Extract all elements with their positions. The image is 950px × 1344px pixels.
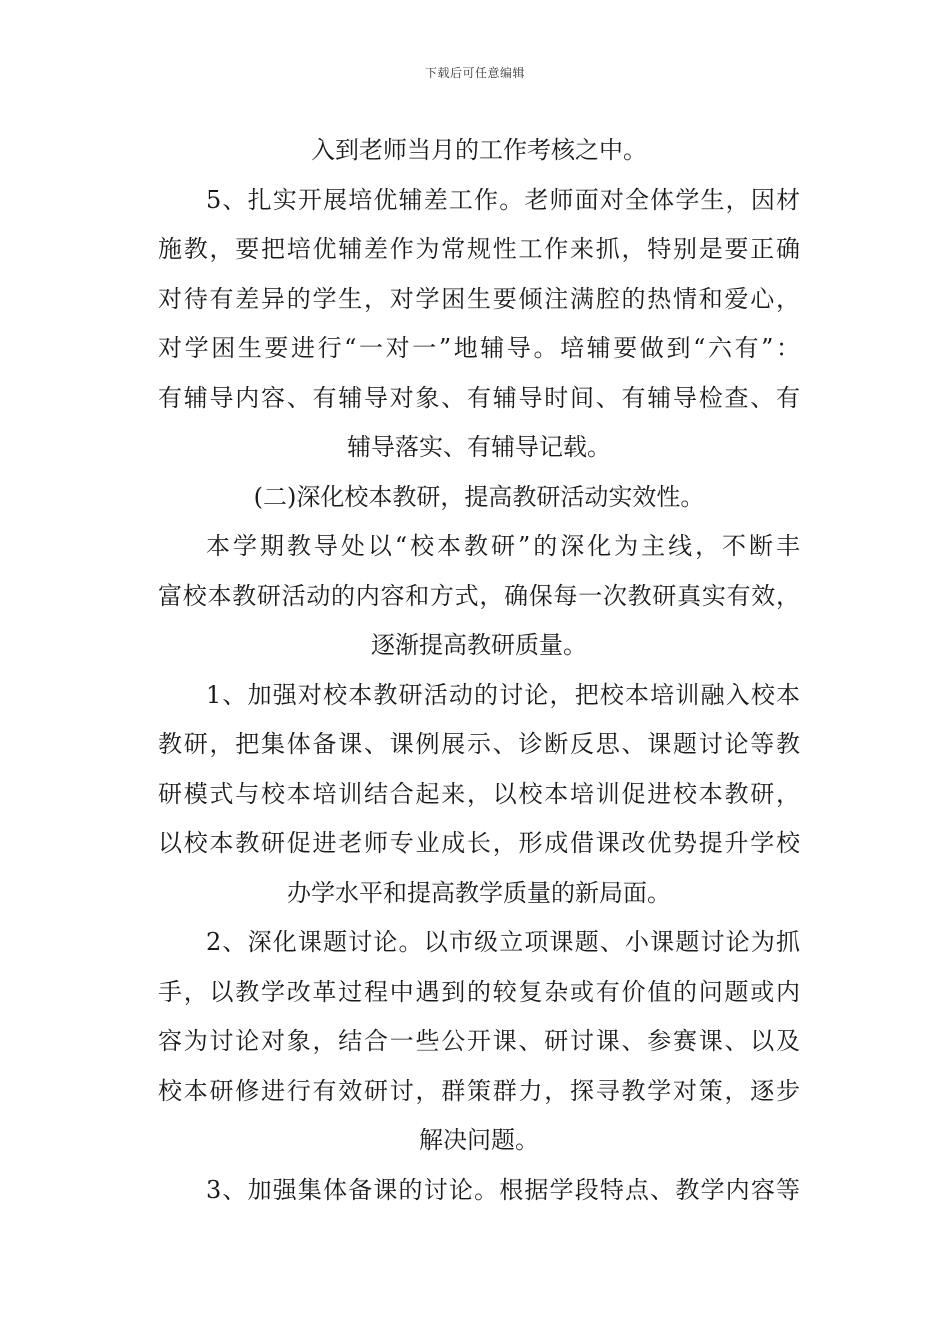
document-body xyxy=(158,126,800,1215)
text-line: 研模式与校本培训结合起来，以校本培训促进校本教研， xyxy=(158,779,800,808)
text-line: 1、加强对校本教研活动的讨论，把校本培训融入校本 xyxy=(206,680,800,709)
page-header-note: 下载后可任意编辑 xyxy=(424,66,525,80)
text-line: 本学期教导处以“校本教研”的深化为主线，不断丰 xyxy=(206,532,800,560)
section-heading: (二)深化校本教研，提高教研活动实效性。 xyxy=(253,482,705,511)
text-line: 逐渐提高教研质量。 xyxy=(371,631,587,659)
text-line: 5、扎实开展培优辅差工作。老师面对全体学生，因材 xyxy=(206,185,800,214)
text-line: 容为讨论对象，结合一些公开课、研讨课、参赛课、以及 xyxy=(158,1027,800,1055)
text-line: 有辅导内容、有辅导对象、有辅导时间、有辅导检查、有 xyxy=(158,383,800,412)
text-line: 校本研修进行有效研讨，群策群力，探寻教学对策，逐步 xyxy=(158,1076,800,1105)
text-line: 辅导落实、有辅导记载。 xyxy=(347,433,611,461)
text-line: 对待有差异的学生，对学困生要倾注满腔的热情和爱心， xyxy=(158,284,800,313)
text-line: 3、加强集体备课的讨论。根据学段特点、教学内容等 xyxy=(206,1175,800,1204)
text-line: 手，以教学改革过程中遇到的较复杂或有价值的问题或内 xyxy=(158,977,800,1006)
text-line: 入到老师当月的工作考核之中。 xyxy=(311,136,647,164)
text-line: 解决问题。 xyxy=(419,1126,539,1154)
text-line: 对学困生要进行“一对一”地辅导。培辅要做到“六有”： xyxy=(158,334,800,362)
text-line: 施教，要把培优辅差作为常规性工作来抓，特别是要正确 xyxy=(158,235,800,263)
text-line: 富校本教研活动的内容和方式，确保每一次教研真实有效， xyxy=(158,581,800,610)
text-line: 以校本教研促进老师专业成长，形成借课改优势提升学校 xyxy=(158,829,800,857)
text-line: 教研，把集体备课、课例展示、诊断反思、课题讨论等教 xyxy=(158,730,800,758)
text-line: 2、深化课题讨论。以市级立项课题、小课题讨论为抓 xyxy=(206,928,800,956)
text-line: 办学水平和提高教学质量的新局面。 xyxy=(287,878,671,907)
